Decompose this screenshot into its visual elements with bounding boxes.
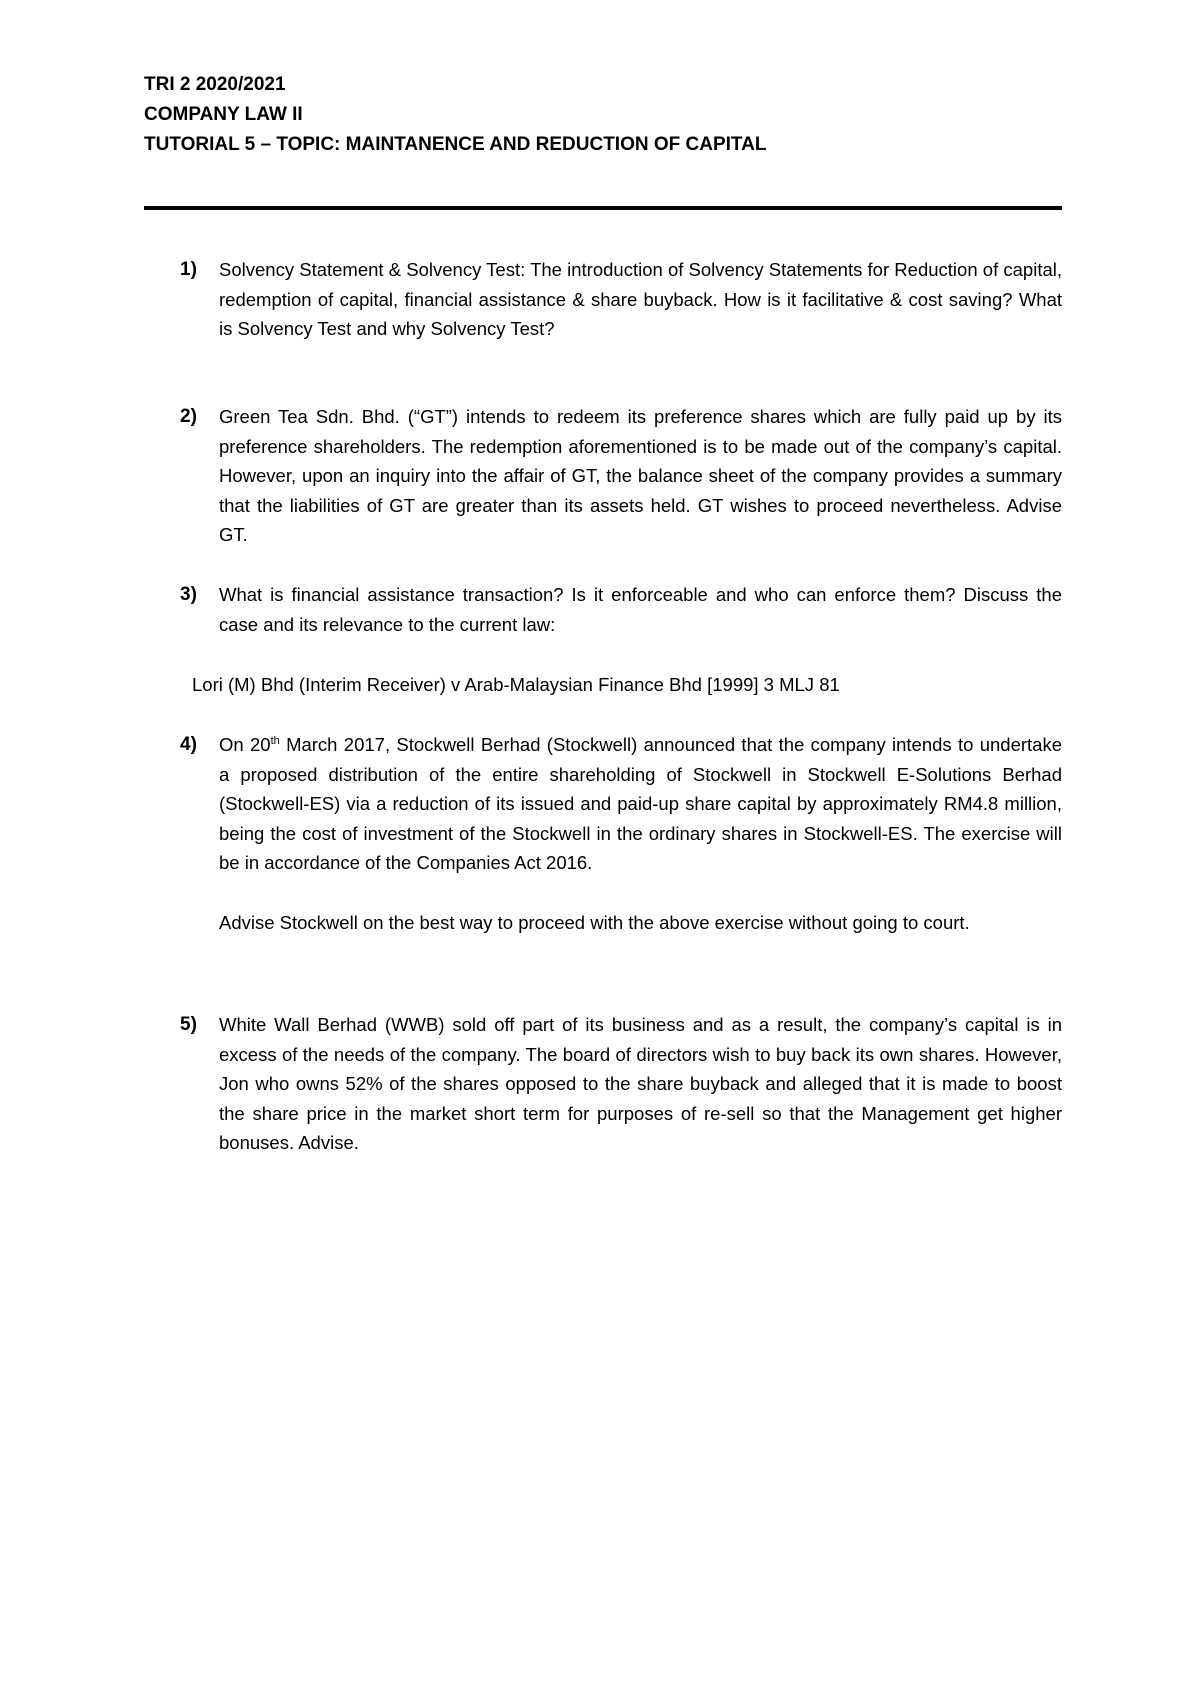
question-4: [180, 730, 1062, 937]
text-part: On 20: [219, 734, 271, 755]
question-text: [219, 402, 1062, 550]
ordinal-suffix: th: [270, 734, 280, 747]
question-body: Green Tea Sdn. Bhd. (“GT”) intends to redeem its preference shares which are fully paid up by its preference shareholders. The redemption aforementioned is to be made out of the company’s capital. However, upon an inquiry into the affair of GT, the balance sheet of the company provides a summary that the liabilities of GT are greater than its assets held. GT wishes to proceed nevertheless. Advise GT.: [219, 406, 1062, 545]
question-number: 4): [180, 734, 197, 755]
document-header: [144, 70, 1064, 160]
question-number: 2): [180, 406, 197, 427]
question-3: [180, 580, 1062, 639]
question-number: 3): [180, 584, 197, 605]
question-text: [219, 730, 1062, 937]
question-body: [219, 730, 1062, 878]
term-label: TRI 2 2020/2021: [144, 74, 286, 95]
question-body: Solvency Statement & Solvency Test: The introduction of Solvency Statements for Reduction of capital, redemption of capital, financial assistance & share buyback. How is it facilitative & cost saving? What is Solvency Test and why Solvency Test?: [219, 259, 1062, 339]
tutorial-title: TUTORIAL 5 – TOPIC: MAINTANENCE AND REDUCTION OF CAPITAL: [144, 134, 767, 155]
question-5: [180, 1010, 1062, 1158]
question-body: White Wall Berhad (WWB) sold off part of its business and as a result, the company’s capital is in excess of the needs of the company. The board of directors wish to buy back its own shares. However, Jon who owns 52% of the shares opposed to the share buyback and alleged that it is made to boost the share price in the market short term for purposes of re-sell so that the Management get higher bonuses. Advise.: [219, 1014, 1062, 1153]
case-citation: Lori (M) Bhd (Interim Receiver) v Arab-Malaysian Finance Bhd [1999] 3 MLJ 81: [192, 674, 840, 695]
question-body: What is financial assistance transaction? Is it enforceable and who can enforce them? Discuss the case and its relevance to the current law:: [219, 584, 1062, 635]
question-text: [219, 1010, 1062, 1158]
question-text: [219, 255, 1062, 344]
question-number: 1): [180, 259, 197, 280]
question-text: [219, 580, 1062, 639]
header-divider: [144, 206, 1062, 210]
text-part: March 2017, Stockwell Berhad (Stockwell) announced that the company intends to undertake a proposed distribution of the entire shareholding of Stockwell in Stockwell E-Solutions Berhad (Stockwell-ES) via a reduction of its issued and paid-up share capital by approximately RM4.8 million, being the cost of investment of the Stockwell in the ordinary shares in Stockwell-ES. The exercise will be in accordance of the Companies Act 2016.: [219, 734, 1062, 873]
question-followup: Advise Stockwell on the best way to proceed with the above exercise without going to court.: [219, 911, 970, 933]
course-title: COMPANY LAW II: [144, 104, 303, 125]
question-2: [180, 402, 1062, 550]
question-1: [180, 255, 1062, 344]
question-number: 5): [180, 1014, 197, 1035]
